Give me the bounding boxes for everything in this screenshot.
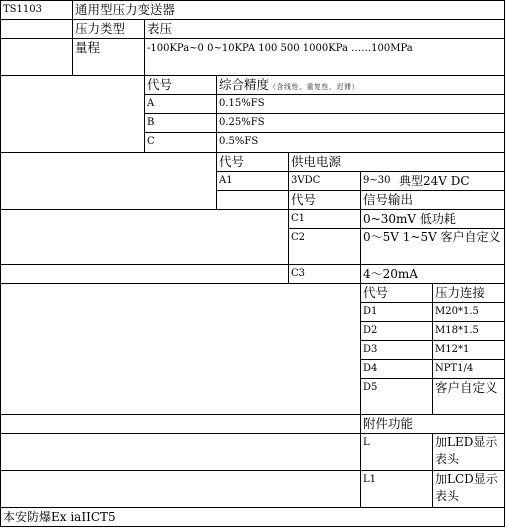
- connection-code-d3: D3: [363, 344, 378, 355]
- rule: [0, 433, 505, 434]
- model-code: TS1103: [3, 4, 42, 15]
- rule: [0, 38, 505, 39]
- accuracy-value-c: 0.5%FS: [219, 136, 259, 147]
- output-value-c2: 0～5V 1~5V 客户自定义: [363, 230, 501, 244]
- connection-title: 压力连接: [435, 285, 486, 300]
- rule: [0, 283, 505, 284]
- rule: [504, 0, 505, 527]
- output-code-c3: C3: [291, 268, 306, 279]
- rule: [360, 171, 361, 508]
- rule: [144, 113, 505, 114]
- connection-code-d5: D5: [363, 382, 378, 393]
- accuracy-note: （含线性、重复性、迟滞）: [269, 83, 360, 91]
- accessory-code-l1: L1: [363, 474, 377, 485]
- power-title: 供电电源: [291, 154, 342, 169]
- output-code-header: 代号: [291, 192, 317, 207]
- connection-value-d5: 客户自定义: [435, 380, 498, 395]
- power-code-a1: A1: [219, 175, 233, 186]
- power-value-a1: 3VDC: [291, 175, 321, 186]
- rule: [0, 209, 505, 210]
- rule: [0, 507, 505, 508]
- accuracy-code-b: B: [147, 117, 155, 128]
- rule: [144, 19, 145, 153]
- accessory-code-l: L: [363, 437, 370, 448]
- accessories-title: 附件功能: [363, 416, 414, 431]
- rule: [432, 283, 433, 415]
- rule: [0, 75, 505, 76]
- pressure-type-value: 表压: [147, 21, 173, 36]
- output-value-c3: 4～20mA: [363, 267, 418, 281]
- output-code-c1: C1: [291, 213, 306, 224]
- pressure-type-label: 压力类型: [75, 21, 126, 36]
- connection-value-d4: NPT1/4: [435, 363, 474, 374]
- range-value: -100KPa~0 0~10KPA 100 500 1000KPa ……100MPa: [147, 43, 413, 54]
- rule: [0, 0, 1, 527]
- rule: [0, 19, 505, 20]
- rule: [288, 152, 289, 284]
- rule: [0, 0, 505, 1]
- output-title: 信号输出: [363, 192, 414, 207]
- rule: [216, 75, 217, 210]
- accessory-value-l: 加LED显示表头: [435, 435, 498, 466]
- accessory-value-l1: 加LCD显示表头: [435, 472, 498, 503]
- accuracy-value-a: 0.15%FS: [219, 98, 265, 109]
- accuracy-value-b: 0.25%FS: [219, 117, 265, 128]
- connection-code-d2: D2: [363, 325, 378, 336]
- rule: [0, 152, 505, 153]
- rule: [0, 526, 505, 527]
- connection-code-d4: D4: [363, 363, 378, 374]
- accuracy-title: [219, 77, 359, 95]
- power-typical-a1: 典型24V DC: [399, 174, 470, 188]
- rule: [72, 0, 73, 76]
- power-code-header: 代号: [219, 154, 245, 169]
- rule: [0, 264, 505, 265]
- connection-value-d2: M18*1.5: [435, 325, 479, 336]
- output-code-c2: C2: [291, 232, 306, 243]
- connection-value-d3: M12*1: [435, 344, 470, 355]
- accuracy-code-header: 代号: [147, 77, 173, 92]
- footer-note: 本安防爆Ex iaIICT5: [3, 510, 116, 524]
- accuracy-code-a: A: [147, 98, 155, 109]
- connection-code-d1: D1: [363, 306, 378, 317]
- product-name: 通用型压力变送器: [75, 2, 176, 17]
- connection-value-d1: M20*1.5: [435, 306, 479, 317]
- output-value-c1: 0~30mV 低功耗: [363, 212, 456, 226]
- rule: [0, 470, 505, 471]
- connection-code-header: 代号: [363, 285, 389, 300]
- rule: [0, 414, 505, 415]
- rule: [432, 433, 433, 508]
- rule: [144, 132, 505, 133]
- power-range-a1: 9~30: [363, 175, 391, 186]
- range-label: 量程: [75, 40, 101, 55]
- accuracy-title-text: 综合精度: [219, 77, 270, 92]
- accuracy-code-c: C: [147, 136, 155, 147]
